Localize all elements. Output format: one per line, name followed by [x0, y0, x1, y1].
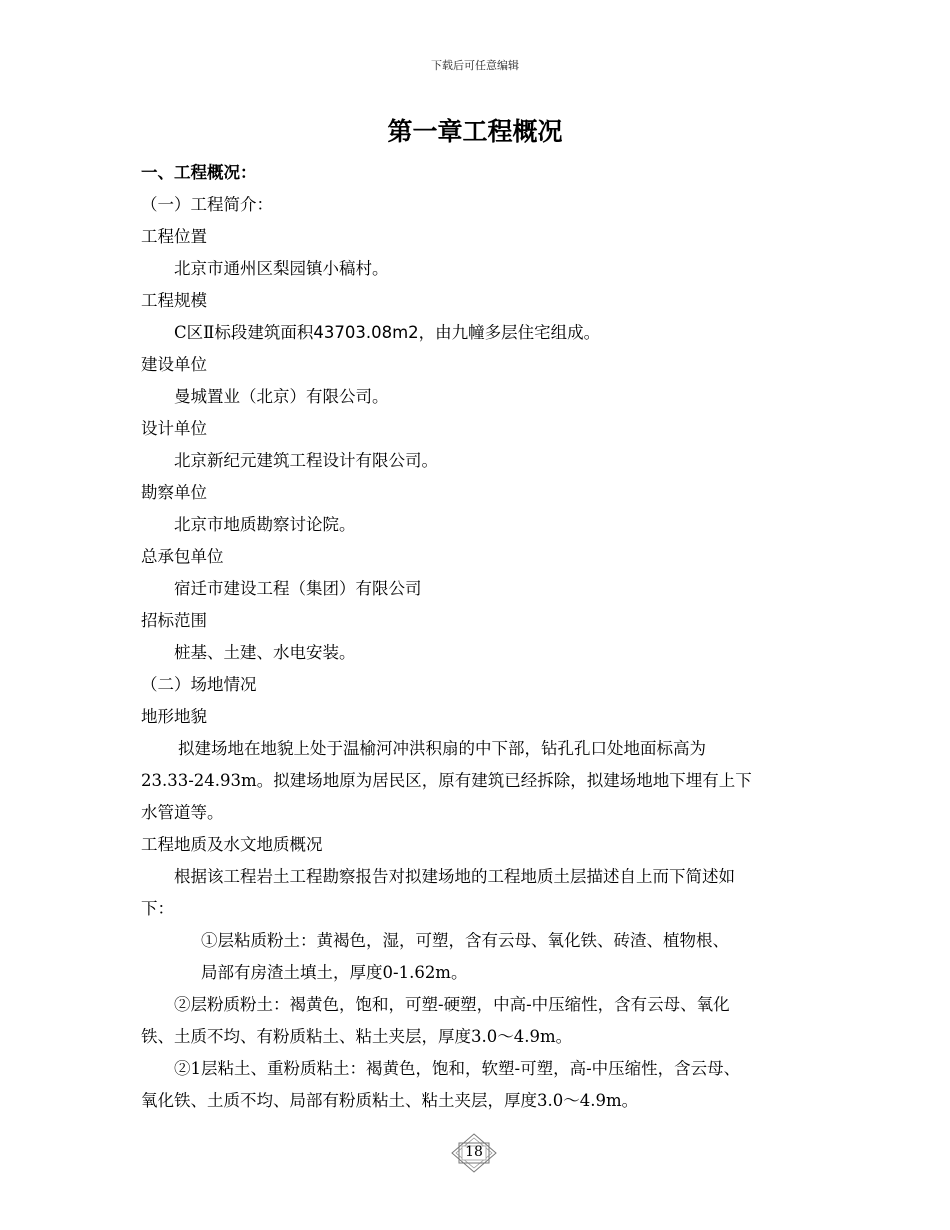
- terrain-text-line: 水管道等。: [141, 803, 224, 822]
- subsection-heading: （二）场地情况: [141, 675, 257, 694]
- bid-value: 桩基、土建、水电安装。: [174, 643, 356, 662]
- location-value: 北京市通州区梨园镇小稿村。: [174, 259, 389, 278]
- geology-intro-line: 根据该工程岩土工程勘察报告对拟建场地的工程地质土层描述自上而下简述如: [174, 867, 735, 886]
- page-number: [451, 1133, 497, 1173]
- location-label: 工程位置: [141, 227, 207, 246]
- subsection-heading: （一）工程简介：: [141, 195, 273, 214]
- soil-layer-line: ②层粉质粉土：褐黄色，饱和，可塑-硬塑，中高-中压缩性，含有云母、氧化: [174, 995, 730, 1014]
- scale-label: 工程规模: [141, 291, 207, 310]
- scale-prefix: C区Ⅱ标段建筑面积: [174, 323, 314, 342]
- survey-value: 北京市地质勘察讨论院。: [174, 515, 356, 534]
- scale-value: [141, 317, 813, 349]
- contractor-label: 总承包单位: [141, 547, 224, 566]
- contractor-value: 宿迁市建设工程（集团）有限公司: [174, 579, 422, 598]
- design-label: 设计单位: [141, 419, 207, 438]
- section-heading: 一、工程概况：: [141, 163, 257, 182]
- design-value: 北京新纪元建筑工程设计有限公司。: [174, 451, 438, 470]
- scale-suffix: ，由九幢多层住宅组成。: [418, 323, 601, 342]
- document-body: [141, 157, 813, 1117]
- survey-label: 勘察单位: [141, 483, 207, 502]
- terrain-text-line: 拟建场地在地貌上处于温榆河冲洪积扇的中下部，钻孔孔口处地面标高为: [178, 739, 706, 758]
- bid-label: 招标范围: [141, 611, 207, 630]
- soil-layer-line: ②1层粘土、重粉质粘土：褐黄色，饱和，软塑-可塑，高-中压缩性，含云母、: [174, 1059, 741, 1078]
- soil-layer-line: 铁、土质不均、有粉质粘土、粘土夹层，厚度3.0～4.9m。: [141, 1027, 573, 1046]
- soil-layer-line: 局部有房渣土填土，厚度0-1.62m。: [201, 963, 468, 982]
- header-note: 下载后可任意编辑: [431, 59, 519, 72]
- soil-layer-line: 氧化铁、土质不均、局部有粉质粘土、粘土夹层，厚度3.0～4.9m。: [141, 1091, 639, 1110]
- owner-value: 曼城置业（北京）有限公司。: [174, 387, 389, 406]
- owner-label: 建设单位: [141, 355, 207, 374]
- page-title: 第一章工程概况: [387, 117, 563, 146]
- geology-label: 工程地质及水文地质概况: [141, 835, 323, 854]
- terrain-text-line: 23.33-24.93m。拟建场地原为居民区，原有建筑已经拆除，拟建场地地下埋有上下: [141, 771, 752, 790]
- page-number-text: 18: [465, 1144, 483, 1160]
- terrain-label: 地形地貌: [141, 707, 207, 726]
- geology-intro-line: 下：: [141, 899, 174, 918]
- scale-number: 43703.08m2: [313, 323, 419, 342]
- soil-layer-line: ①层粘质粉土：黄褐色，湿，可塑，含有云母、氧化铁、砖渣、植物根、: [201, 931, 729, 950]
